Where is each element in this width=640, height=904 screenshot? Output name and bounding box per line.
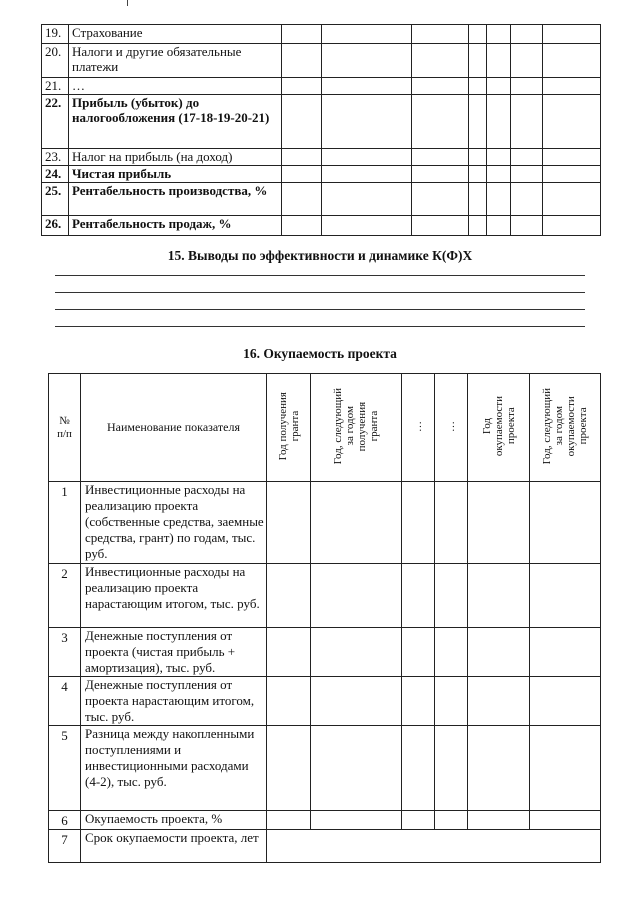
header-ellipsis: … — [435, 374, 468, 482]
table-row — [49, 726, 601, 811]
header-year-after-grant: Год, следующий за годом получения гранта — [311, 374, 402, 482]
row-label: Налог на прибыль (на доход) — [69, 149, 282, 166]
row-label: Денежные поступления от проекта нарастающим итогом, тыс. руб. — [81, 677, 267, 726]
row-label: Разница между накопленными поступлениями и инвестиционными расходами (4-2), тыс. руб. — [81, 726, 267, 811]
table-row — [49, 677, 601, 726]
table-row — [42, 149, 601, 166]
row-number: 4 — [49, 677, 81, 726]
row-number: 22. — [42, 95, 69, 149]
row-number: 6 — [49, 811, 81, 830]
answer-line — [55, 309, 585, 310]
row-label: Чистая прибыль — [69, 166, 282, 183]
header-indicator-name: Наименование показателя — [81, 374, 267, 482]
row-number: 26. — [42, 216, 69, 236]
table-row — [42, 25, 601, 44]
section-15-heading: 15. Выводы по эффективности и динамике К(Ф)Х — [167, 248, 473, 263]
header-row — [49, 374, 601, 482]
row-number: 21. — [42, 78, 69, 95]
header-grant-year: Год получения гранта — [267, 374, 311, 482]
row-number: 5 — [49, 726, 81, 811]
row-number: 23. — [42, 149, 69, 166]
table-row — [49, 830, 601, 863]
row-label: Инвестиционные расходы на реализацию проекта (собственные средства, заемные средства, грант) по годам, тыс. руб. — [81, 482, 267, 564]
row-number: 25. — [42, 183, 69, 216]
header-payback-year: Год окупаемости проекта — [468, 374, 530, 482]
row-label: Рентабельность производства, % — [69, 183, 282, 216]
answer-line — [55, 292, 585, 293]
row-label: Рентабельность продаж, % — [69, 216, 282, 236]
table-row — [49, 564, 601, 628]
scan-mark — [127, 0, 128, 6]
answer-line — [55, 275, 585, 276]
section-16-heading: 16. Окупаемость проекта — [243, 346, 397, 361]
table-row — [49, 628, 601, 677]
row-label: Инвестиционные расходы на реализацию проекта нарастающим итогом, тыс. руб. — [81, 564, 267, 628]
table-row — [42, 183, 601, 216]
table-row — [49, 482, 601, 564]
row-number: 3 — [49, 628, 81, 677]
header-year-after-payback: Год, следующий за годом окупаемости проекта — [530, 374, 601, 482]
row-label: Срок окупаемости проекта, лет — [81, 830, 267, 863]
merged-cell — [267, 830, 601, 863]
row-number: 1 — [49, 482, 81, 564]
table-row — [42, 95, 601, 149]
row-label: Страхование — [69, 25, 282, 44]
row-number: 20. — [42, 44, 69, 78]
financial-results-table — [41, 24, 601, 236]
row-label: Налоги и другие обязательные платежи — [69, 44, 282, 78]
row-label: Прибыль (убыток) до налогообложения (17-18-19-20-21) — [69, 95, 282, 149]
table-row — [49, 811, 601, 830]
header-ellipsis: … — [402, 374, 435, 482]
payback-table — [48, 373, 601, 863]
row-number: 2 — [49, 564, 81, 628]
row-label: Денежные поступления от проекта (чистая прибыль + амортизация), тыс. руб. — [81, 628, 267, 677]
table-row — [42, 166, 601, 183]
row-label: Окупаемость проекта, % — [81, 811, 267, 830]
row-number: 19. — [42, 25, 69, 44]
table-row — [42, 216, 601, 236]
row-number: 24. — [42, 166, 69, 183]
row-label: … — [69, 78, 282, 95]
table-row — [42, 44, 601, 78]
row-number: 7 — [49, 830, 81, 863]
header-number: № п/п — [49, 374, 81, 482]
answer-line — [55, 326, 585, 327]
table-row — [42, 78, 601, 95]
